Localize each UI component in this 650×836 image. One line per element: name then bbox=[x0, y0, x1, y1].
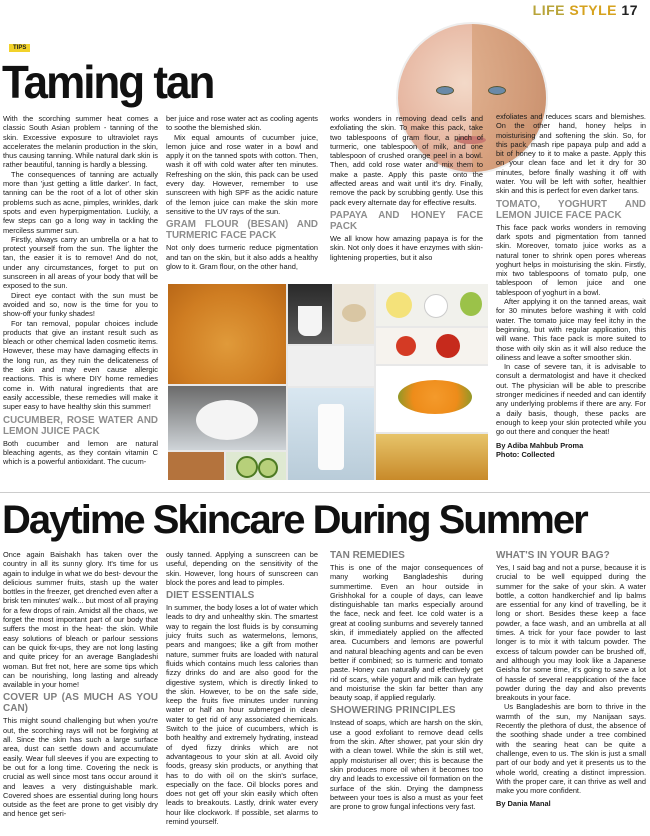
byline: By Adiba Mahbub Proma bbox=[496, 440, 584, 450]
paragraph: Not only does turmeric reduce pigmentation and tan on the skin, but it also adds a healthy glow to it. Gram flour, on the other hand, bbox=[166, 243, 318, 271]
paragraph: exfoliates and reduces scars and blemishes. On the other hand, honey helps in moisturising and softening the skin. So, for this pack, mash ripe papaya pulp and add a bit of honey to it to make a paste. Apply this on your clean face and let it dry for 30 minutes, before finally washing it off with water. You will be left with softer, healthier skin and this is perfect for even darker tans. bbox=[496, 112, 646, 196]
article2-col3 bbox=[330, 550, 483, 811]
paragraph: In summer, the body loses a lot of water which leads to dry and unhealthy skin. The smartest way to regain the lost fluids is by consuming juicy fruits such as watermelons, lemons, pears and mangoes; like a gift from mother nature, summer fruits are loaded with natural fluids which contains much less calories than fizzy drinks do and are also good for the digestive system, which is directly linked to the skin. However, to be on the safe side, keep the fruits five minutes under running water or half an hour submerged in clean water to get rid of any associated chemicals. Switch to the juice of cucumbers, which is both healthy and extremely hydrating, instead of dyed fizzy drinks which are not advantageous to your skin at all. Avoid oily foods, greasy skin products, or anything that has to do with oil on the skin's surface, especially on the face. Oil blocks pores and does not get off your skin easily which often leads to breakouts. Lastly, drink water every hour like clockwork. If possible, set alarms to remind yourself. bbox=[166, 603, 318, 827]
honey-photo bbox=[376, 434, 488, 480]
paragraph: Instead of soaps, which are harsh on the skin, use a good exfoliant to remove dead cells from the skin. After shower, pat your skin dry with a clean towel. While the skin is still wet, apply moisturiser all over; this is because the skin produces more oil when it becomes too dry and leads to excessive oil formation on the surface of the skin. Drying the dampness between your toes is also a must as your feet are prone to grow fungal infections very fast. bbox=[330, 718, 483, 812]
paragraph: ously tanned. Applying a sunscreen can be useful, depending on the sensitivity of the skin. However, long hours of sunscreen can block the pores and lead to pimples. bbox=[166, 550, 318, 587]
tomato-photo bbox=[376, 328, 488, 364]
page-number: 17 bbox=[621, 2, 638, 18]
paragraph: With the scorching summer heat comes a classic South Asian problem - tanning of the skin. Excessive exposure to ultraviolet rays accelerates the melanin production in the skin, thus causing tanning. While natural dark skin is rather beautiful, tanning is hardly a blessing. bbox=[3, 114, 158, 170]
section-masthead bbox=[533, 2, 638, 18]
subheading: CUCUMBER, ROSE WATER AND LEMON JUICE PACK bbox=[3, 414, 158, 437]
paragraph: After applying it on the tanned areas, wait for 30 minutes before washing it with cold water. The tomato juice may feel itchy in the beginning, but with regular application, this will wane. This face pack is more suited to those with oily skin as it will also reduce the oiliness and leave a softer smoother skin. bbox=[496, 297, 646, 362]
article2-col2 bbox=[166, 550, 318, 826]
paragraph: Direct eye contact with the sun must be avoided and so, now is the time for you to show-off your funky shades! bbox=[3, 290, 158, 319]
tips-tag: TIPS bbox=[9, 44, 30, 52]
subheading: TOMATO, YOGHURT AND LEMON JUICE FACE PACK bbox=[496, 198, 646, 221]
subheading: GRAM FLOUR (BESAN) AND TURMERIC FACE PACK bbox=[166, 219, 318, 242]
article1-col4 bbox=[496, 112, 646, 459]
article1-headline: Taming tan bbox=[2, 56, 214, 109]
article1-col2 bbox=[166, 114, 318, 271]
milk-bottle-photo bbox=[288, 388, 374, 480]
milk-pour-photo bbox=[288, 284, 332, 344]
paragraph: In case of severe tan, it is advisable to consult a dermatologist and have it checked out. The physician will be able to prescribe stronger medicines if needed and can identify any underlying problems if there are any. For a daily basis, though, these packs are enough to keep your skin protected while you go out there and conquer the heat! bbox=[496, 362, 646, 437]
paragraph: ber juice and rose water act as cooling agents to soothe the blemished skin. bbox=[166, 114, 318, 133]
article2-col4 bbox=[496, 550, 646, 809]
subheading: PAPAYA AND HONEY FACE PACK bbox=[330, 209, 483, 232]
masthead-style: STYLE bbox=[569, 2, 618, 18]
turmeric-photo bbox=[168, 284, 286, 384]
cucumber-photo bbox=[226, 452, 286, 480]
article1-col3 bbox=[330, 114, 483, 262]
ingredients-photo-collage bbox=[168, 284, 488, 480]
flour-spoon-photo bbox=[334, 284, 374, 344]
left-eye bbox=[436, 86, 454, 95]
paragraph: Mix equal amounts of cucumber juice, lemon juice and rose water in a bowl and apply it on the tanned spots with cotton. Then, wash it off with cold water after ten minutes. Refreshing on the skin, this pack can be used every day. However, remember to use sunscreen with high SPF as the acidic nature of the lemon juice can make the skin more sensitive to the UV rays of the sun. bbox=[166, 132, 318, 216]
paragraph: This might sound challenging but when you're out, the scorching rays will not be forgiving at all. Since the skin has such a large surface area, dust can settle down and accumulate easily. Wear full sleeves if you are expecting to be out for a long time. Covering the neck is crucial as well since most tans occur around it and leaves a very distinguishable mark. Covered shoes are essential during long hours outside as the feet are prone to get visibly dry and hence get seri- bbox=[3, 716, 158, 819]
masthead-life: LIFE bbox=[532, 2, 566, 18]
subheading: TAN REMEDIES bbox=[330, 550, 405, 561]
paragraph: For tan removal, popular choices include products that give an instant result such as bleach or other chemical laden cosmetic items. However, these may have damaging effects in the long run, as they ruin the delicateness of the skin and may even cause allergic reactions. This is where DIY home remedies come in. With natural ingredients that are easily accessible, these remedies will make it super easy to have healthy skin this summer! bbox=[3, 318, 158, 412]
photo-credit: Photo: Collected bbox=[496, 449, 555, 459]
lemon-bowls-photo bbox=[376, 284, 488, 326]
paragraph: Both cucumber and lemon are natural bleaching agents, as they contain vitamin C which is a powerful antioxidant. The cucum- bbox=[3, 438, 158, 467]
byline: By Dania Manal bbox=[496, 799, 551, 809]
paragraph: This is one of the major consequences of many working Bangladeshis during summertime. Even an hour outside in Grishhokal for a couple of days, can leave distinguishable tan marks especially around the face, neck and feet. Ice cold water is a great at cooling sunburns and severely tanned skin, if immediately applied on the affected area. Cucumbers and lemons are powerful and natural bleaching agents and can be even better if combined; so is turmeric and tomato paste. Honey can naturally and effectively get rid of scars, while yogurt and milk can hydrate and moisturise the skin far better than any beauty soap, if applied regularly. bbox=[330, 563, 483, 703]
right-eye bbox=[488, 86, 506, 95]
paragraph: The consequences of tanning are actually more than 'just getting a little darker'. In fact, tanning can be the root of a lot of other skin problems such as acne, pimples, wrinkles, dark spots and even hyperpigmentation. Luckily, a few steps can go a long way in tackling the merciless summer sun. bbox=[3, 169, 158, 235]
article2-headline: Daytime Skincare During Summer bbox=[2, 498, 587, 542]
article2-col1 bbox=[3, 550, 158, 819]
papaya-photo bbox=[376, 366, 488, 432]
paragraph: Yes, I said bag and not a purse, because it is crucial to be well equipped during the summer for the sake of your skin. A water bottle, a cotton handkerchief and lip balms are essential for any kind of travelling, be it long or short. Besides these keep a face powder, a face wash, and an umbrella at all times. A trick for your face powder to last longer is to mix it with talcum powder. The excess of talcum powder can be brushed off, and although you may look like a Japanese Geisha for some time, it's going to save a lot of hassle of several reapplication of the face powder during the day and also prevents breakouts in your face. bbox=[496, 563, 646, 703]
paragraph: Firstly, always carry an umbrella or a hat to protect yourself from the sun. The lighter the tan, the easier it is to remove! And do not, under any circumstances, forget to put on sunscreen in all areas of your body that will be exposed to the sun. bbox=[3, 234, 158, 291]
paragraph: Once again Baishakh has taken over the country in all its sunny glory. It's time for us again to indulge in what we do best- devour the delicious summer fruits, stash up the water bottles in the freezer, get drenched even after a brisk ten minutes' walk... but most of all praying for a few drops of rain. Amidst all the chaos, we forget the most important part of our body that suffers the most in the heat- the skin. While easy solutions of bleach or parlour sessions can be quick fix-ups, they are not long lasting and quite pricey for an average Bangladeshi woman. But fret not, here are some tips which can be nourishing, long lasting and already available in your home! bbox=[3, 550, 158, 690]
subheading: COVER UP (AS MUCH AS YOU CAN) bbox=[3, 692, 158, 715]
paragraph: Us Bangladeshis are born to thrive in the warmth of the sun, my Nanijaan says. Recently the plethora of dust, the absence of the soothing shade under a tree combined with the searing heat can be quite a challenge, even to us. The skin is just a small part of our body and yet it presents us to the whole world, creating a distinct impression. With the proper care, it can thrive as well and make you more confident. bbox=[496, 702, 646, 796]
section-divider bbox=[0, 492, 650, 493]
subheading: DIET ESSENTIALS bbox=[166, 590, 255, 602]
paragraph: works wonders in removing dead cells and exfoliating the skin. To make this pack, take two tablespoons of gram flour, a pinch of turmeric, one tablespoon of milk, and one tablespoon of crushed orange peel in a bowl. Then, add cold rose water and mix them to make a paste. Apply this paste onto the affected areas and wait until it's dry. Finally, remove the pack by scrubbing gently. Use this pack every alternate day for effective results. bbox=[330, 114, 483, 207]
yoghurt-photo bbox=[288, 346, 374, 386]
paragraph: We all know how amazing papaya is for the skin. Not only does it have enzymes with skin-lightening properties, but it also bbox=[330, 233, 483, 262]
almonds-photo bbox=[168, 452, 224, 480]
subheading: WHAT'S IN YOUR BAG? bbox=[496, 550, 610, 561]
paragraph: This face pack works wonders in removing dark spots and pigmentation from tanned skin. Moreover, tomato juice works as a natural toner to shrink open pores whereas yoghurt helps in moisturising the skin. Firstly, mix two tablespoons of tomato pulp, one tablespoon of lemon juice and one tablespoon of yoghurt in a bowl. bbox=[496, 222, 646, 297]
subheading: SHOWERING PRINCIPLES bbox=[330, 705, 456, 717]
sugar-photo bbox=[168, 386, 286, 450]
article1-col1 bbox=[3, 114, 158, 466]
